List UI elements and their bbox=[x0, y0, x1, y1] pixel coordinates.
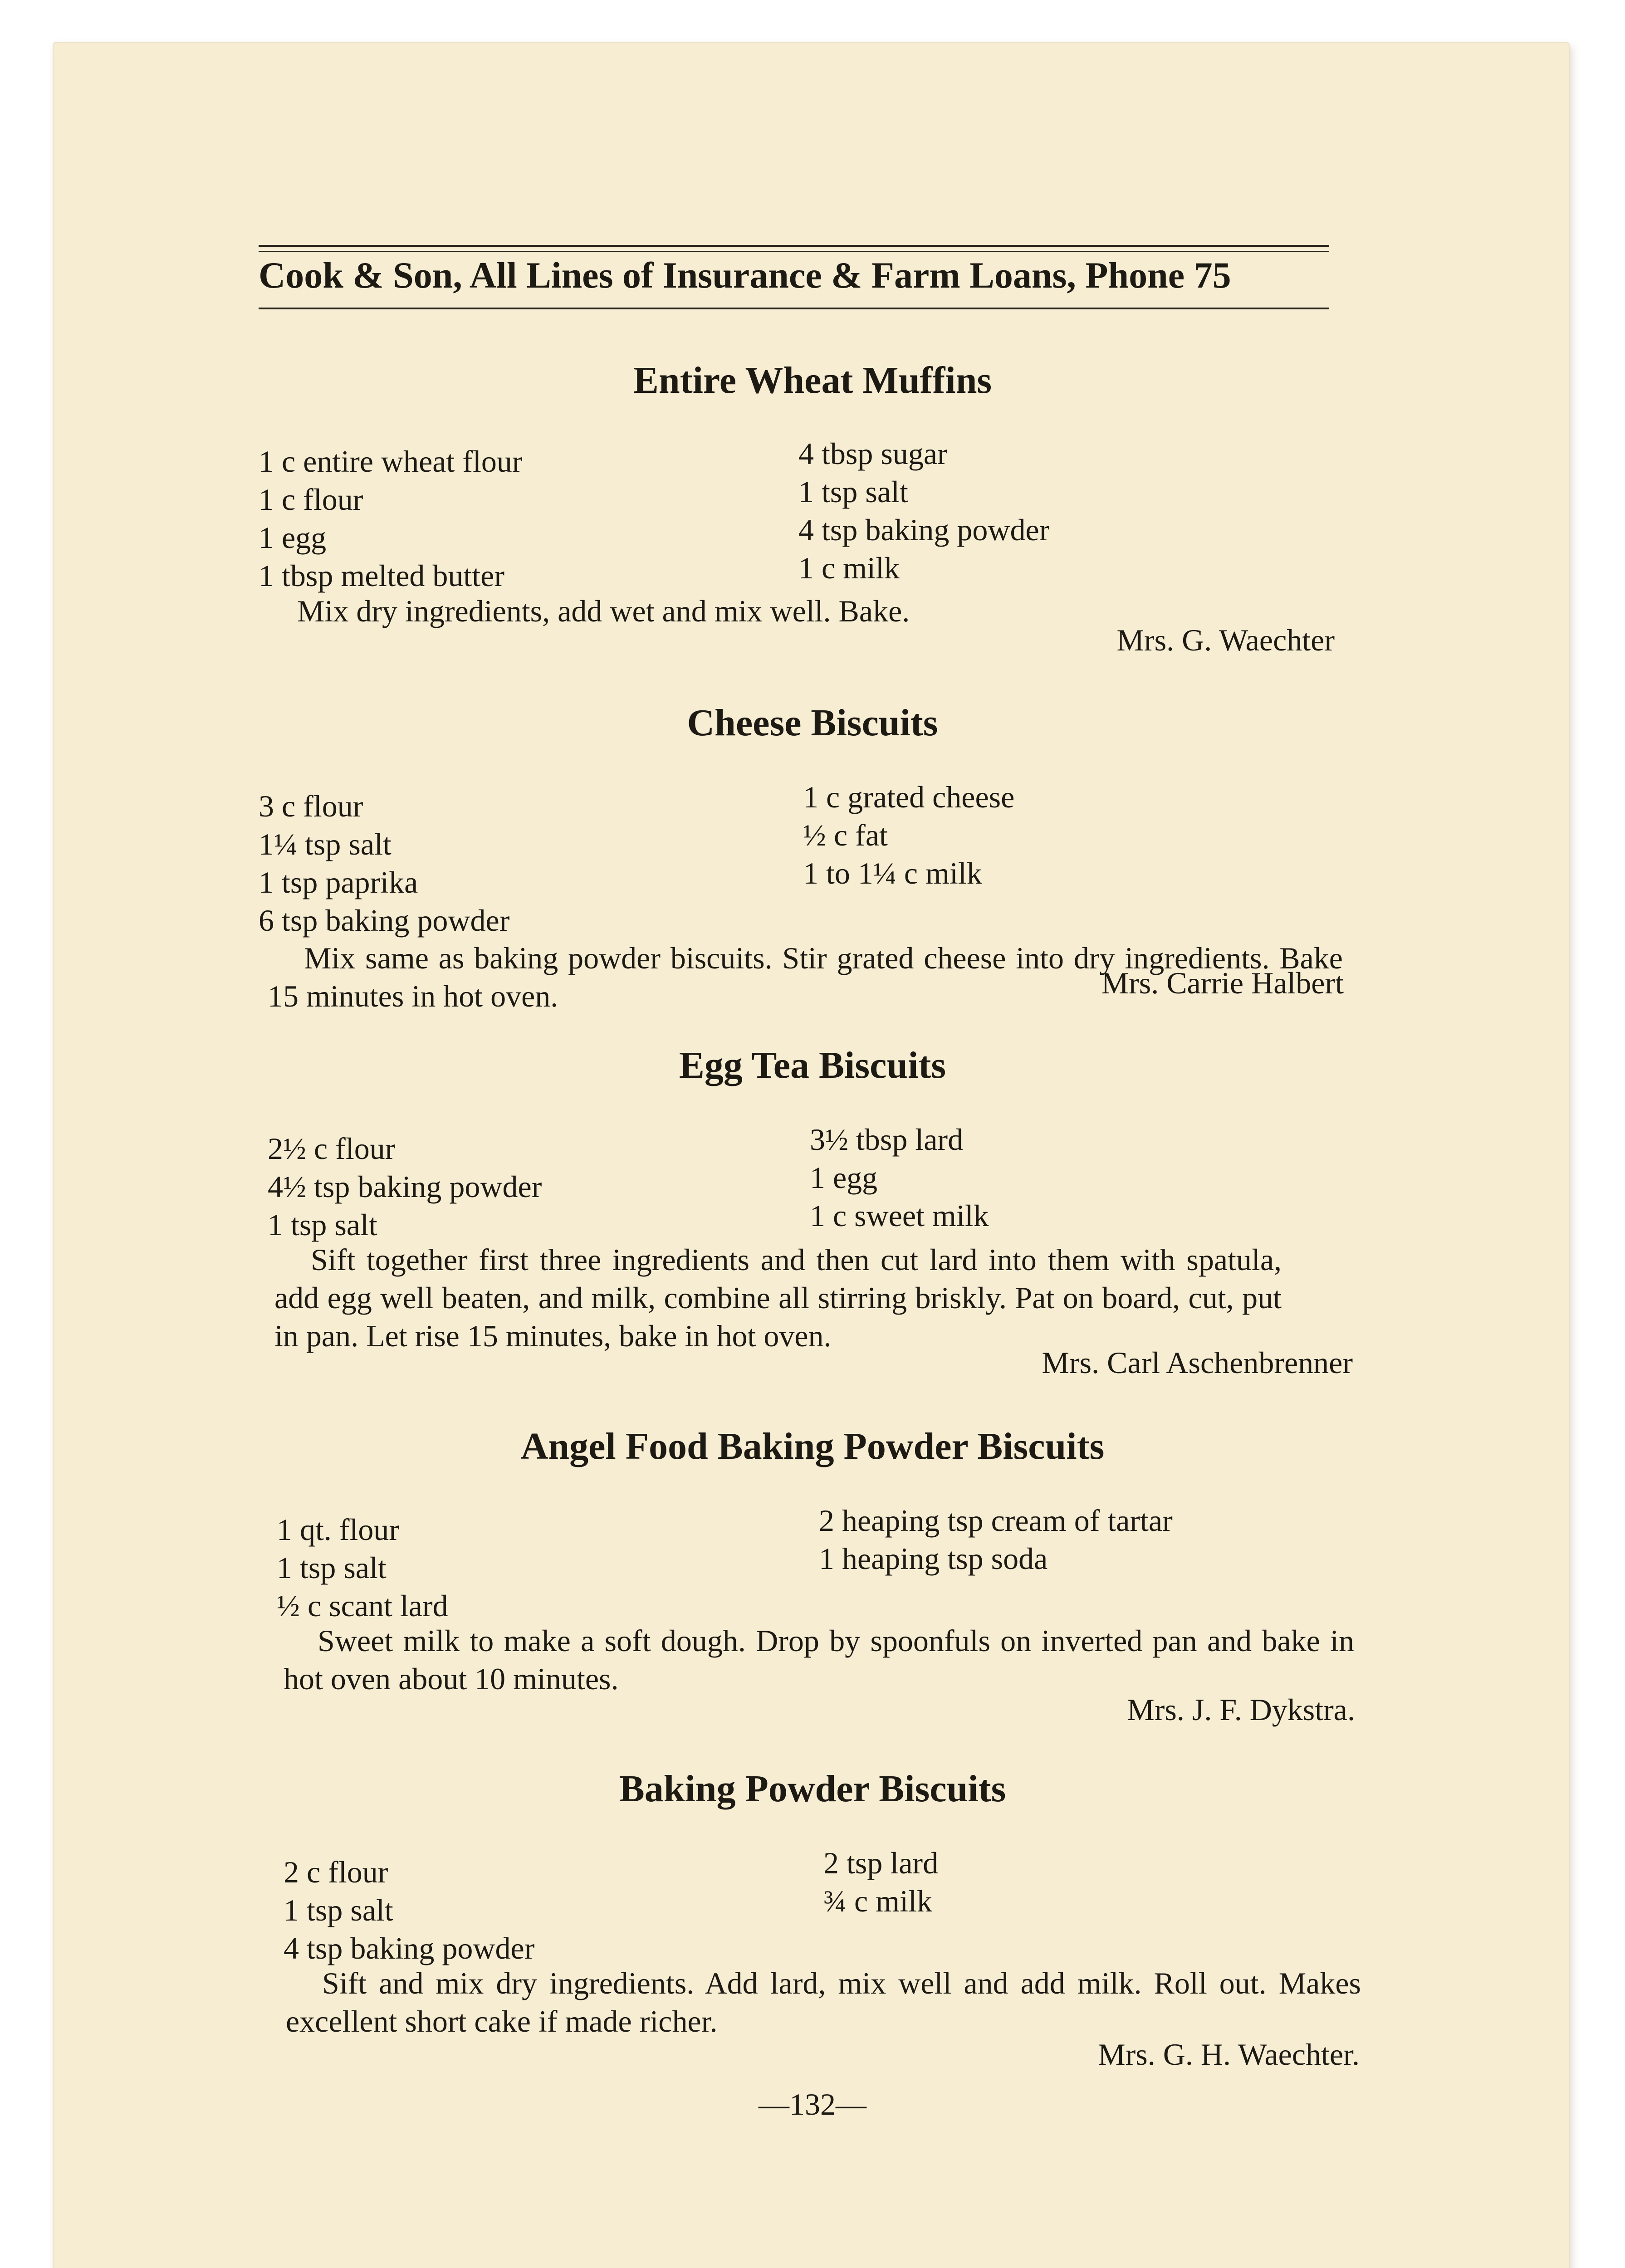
recipe-directions: Sift together first three ingredients and then cut lard into them with spatula, add egg well beaten, and milk, combine all stirring briskly. Pat on board, cut, put in pan. Let rise 15 minutes, bake in hot oven. bbox=[274, 1242, 1282, 1353]
ingredient: 4 tsp baking powder bbox=[798, 513, 1050, 547]
ingredient-list-left bbox=[277, 1510, 448, 1625]
recipe-author: Mrs. G. Waechter bbox=[1116, 623, 1335, 657]
ingredient: 6 tsp baking powder bbox=[259, 903, 510, 938]
ingredient: 1 tbsp melted butter bbox=[259, 558, 505, 593]
recipe-directions: Sweet milk to make a soft dough. Drop by spoonfuls on inverted pan and bake in hot oven about 10 minutes. bbox=[284, 1623, 1354, 1696]
ingredient: 1 c grated cheese bbox=[803, 780, 1015, 814]
recipe-title: Baking Powder Biscuits bbox=[619, 1768, 1006, 1810]
ingredient: 2 tsp lard bbox=[823, 1846, 939, 1880]
header-rule-top-thin bbox=[259, 251, 1329, 252]
ingredient-list-left bbox=[268, 1129, 542, 1244]
ingredient-list-left bbox=[259, 787, 509, 939]
recipe-title: Cheese Biscuits bbox=[687, 702, 938, 744]
recipe-title: Angel Food Baking Powder Biscuits bbox=[520, 1425, 1105, 1467]
ingredient: 1 c milk bbox=[798, 551, 900, 585]
ingredient: 1 tsp paprika bbox=[259, 865, 418, 899]
ingredient: 1 egg bbox=[259, 520, 327, 555]
ingredient: ½ c scant lard bbox=[277, 1589, 448, 1623]
recipe-author: Mrs. Carl Aschenbrenner bbox=[1042, 1345, 1353, 1380]
recipe-author: Mrs. J. F. Dykstra. bbox=[1127, 1692, 1355, 1727]
page-header: Cook & Son, All Lines of Insurance & Farm Loans, Phone 75 bbox=[259, 254, 1231, 296]
recipe-author: Mrs. Carrie Halbert bbox=[1101, 966, 1344, 1000]
ingredient: 1 tsp salt bbox=[284, 1893, 393, 1927]
ingredient: 4½ tsp baking powder bbox=[268, 1169, 542, 1204]
ingredient: 4 tsp baking powder bbox=[284, 1931, 535, 1965]
ingredient: 1 c entire wheat flour bbox=[259, 444, 523, 479]
recipe-author: Mrs. G. H. Waechter. bbox=[1098, 2037, 1360, 2072]
recipe-directions: Mix dry ingredients, add wet and mix well. Bake. bbox=[297, 594, 910, 628]
ingredient: 1 tsp salt bbox=[798, 474, 908, 509]
ingredient: 3½ tbsp lard bbox=[810, 1122, 964, 1157]
recipe-title: Egg Tea Biscuits bbox=[679, 1044, 946, 1086]
ingredient-list-right bbox=[810, 1120, 989, 1235]
ingredient: 1 c flour bbox=[259, 482, 363, 517]
ingredient: 2 heaping tsp cream of tartar bbox=[819, 1503, 1173, 1538]
header-rule-bottom bbox=[259, 308, 1329, 309]
ingredient: ½ c fat bbox=[803, 818, 888, 852]
ingredient: 1 heaping tsp soda bbox=[819, 1541, 1048, 1576]
page-number: —132— bbox=[759, 2087, 866, 2121]
ingredient: 1 tsp salt bbox=[277, 1550, 387, 1585]
ingredient: 3 c flour bbox=[259, 789, 363, 823]
ingredient: 2½ c flour bbox=[268, 1131, 396, 1166]
ingredient: 1 c sweet milk bbox=[810, 1198, 989, 1233]
ingredient-list-right bbox=[798, 435, 1049, 587]
ingredient: 1 tsp salt bbox=[268, 1207, 377, 1242]
ingredient: 1 qt. flour bbox=[277, 1512, 400, 1547]
ingredient: 1 to 1¼ c milk bbox=[803, 856, 982, 890]
ingredient: 2 c flour bbox=[284, 1855, 388, 1889]
header-rule-top bbox=[259, 245, 1329, 247]
ingredient: ¾ c milk bbox=[823, 1884, 932, 1918]
ingredient-list-right bbox=[819, 1501, 1173, 1578]
ingredient-list-left bbox=[284, 1853, 534, 1967]
ingredient: 1¼ tsp salt bbox=[259, 827, 392, 861]
ingredient: 4 tbsp sugar bbox=[798, 436, 948, 471]
ingredient-list-right bbox=[823, 1844, 938, 1920]
recipe-directions: Sift and mix dry ingredients. Add lard, mix well and add milk. Roll out. Makes excellent short cake if made richer. bbox=[286, 1966, 1361, 2038]
recipe-directions: Mix same as baking powder biscuits. Stir grated cheese into dry ingredients. Bake 15 minutes in hot oven. bbox=[268, 941, 1343, 1013]
ingredient-list-left bbox=[259, 442, 523, 595]
ingredient-list-right bbox=[803, 778, 1014, 892]
ingredient: 1 egg bbox=[810, 1160, 878, 1195]
recipe-title: Entire Wheat Muffins bbox=[633, 359, 992, 401]
